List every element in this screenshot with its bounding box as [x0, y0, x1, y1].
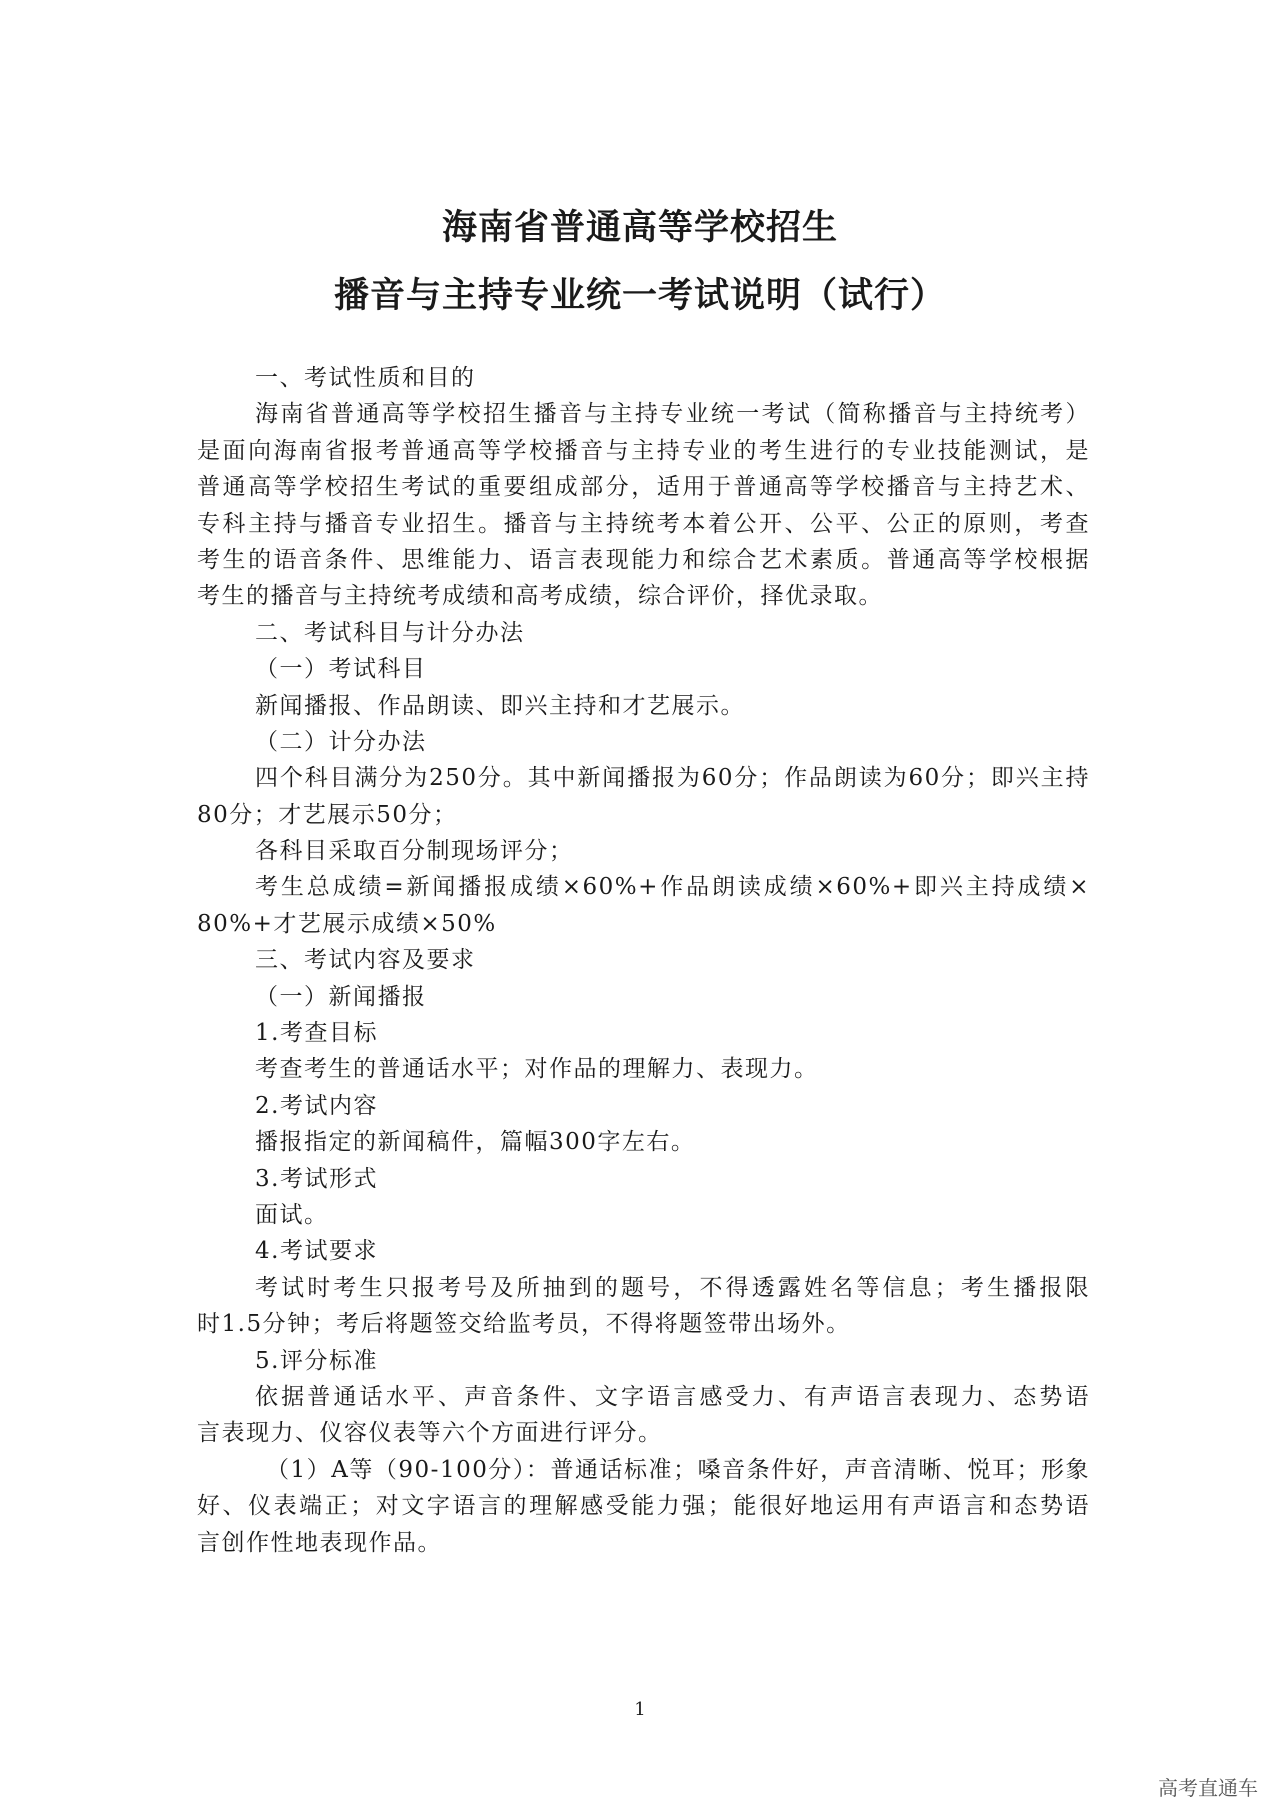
- text-line: 专科主持与播音专业招生。播音与主持统考本着公开、公平、公正的原则，考查: [197, 510, 1090, 537]
- text-line: 二、考试科目与计分办法: [255, 619, 525, 646]
- text-line: 是面向海南省报考普通高等学校播音与主持专业的考生进行的专业技能测试，是: [197, 437, 1090, 464]
- text-line: （一）新闻播报: [255, 983, 427, 1010]
- text-line: 播报指定的新闻稿件，篇幅300字左右。: [255, 1129, 696, 1156]
- text-line: 3.考试形式: [255, 1165, 378, 1192]
- text-line: 三、考试内容及要求: [255, 947, 476, 974]
- text-line: 4.考试要求: [255, 1238, 378, 1265]
- text-line: 好、仪表端正；对文字语言的理解感受能力强；能很好地运用有声语言和态势语: [197, 1493, 1090, 1520]
- text-line: 考生的播音与主持统考成绩和高考成绩，综合评价，择优录取。: [197, 583, 883, 610]
- text-line: 时1.5分钟；考后将题签交给监考员，不得将题签带出场外。: [197, 1311, 851, 1338]
- text-line: （二）计分办法: [255, 728, 427, 755]
- text-line: 考查考生的普通话水平；对作品的理解力、表现力。: [255, 1056, 819, 1083]
- document-subtitle: 播音与主持专业统一考试说明（试行）: [333, 276, 946, 316]
- text-line: （1）A等（90-100分）：普通话标准；嗓音条件好，声音清晰、悦耳；形象: [266, 1456, 1090, 1483]
- text-line: 海南省普通高等学校招生播音与主持专业统一考试（简称播音与主持统考）: [255, 401, 1090, 428]
- page-number: 1: [634, 1699, 646, 1720]
- text-line: 考试时考生只报考号及所抽到的题号，不得透露姓名等信息；考生播报限: [255, 1274, 1090, 1301]
- text-line: 依据普通话水平、声音条件、文字语言感受力、有声语言表现力、态势语: [255, 1383, 1090, 1410]
- text-line: 面试。: [255, 1201, 329, 1228]
- text-line: 80%+才艺展示成绩×50%: [197, 910, 497, 937]
- text-line: 5.评分标准: [255, 1347, 378, 1374]
- text-line: 考生的语音条件、思维能力、语言表现能力和综合艺术素质。普通高等学校根据: [197, 546, 1090, 573]
- text-line: 2.考试内容: [255, 1092, 378, 1119]
- text-line: （一）考试科目: [255, 656, 427, 683]
- text-line: 言创作性地表现作品。: [197, 1529, 442, 1556]
- text-line: 各科目采取百分制现场评分；: [255, 838, 574, 865]
- text-line: 新闻播报、作品朗读、即兴主持和才艺展示。: [255, 692, 745, 719]
- text-line: 80分；才艺展示50分；: [197, 801, 458, 828]
- text-line: 言表现力、仪容仪表等六个方面进行评分。: [197, 1420, 663, 1447]
- text-line: 1.考查目标: [255, 1020, 378, 1047]
- text-line: 四个科目满分为250分。其中新闻播报为60分；作品朗读为60分；即兴主持: [255, 765, 1090, 792]
- text-line: 普通高等学校招生考试的重要组成部分，适用于普通高等学校播音与主持艺术、: [197, 474, 1090, 501]
- text-line: 考生总成绩=新闻播报成绩×60%+作品朗读成绩×60%+即兴主持成绩×: [255, 874, 1090, 901]
- document-title: 海南省普通高等学校招生: [441, 208, 838, 248]
- text-line: 一、考试性质和目的: [255, 365, 476, 391]
- watermark-text: 高考直通车: [1158, 1776, 1258, 1800]
- document-body: [197, 360, 1090, 1561]
